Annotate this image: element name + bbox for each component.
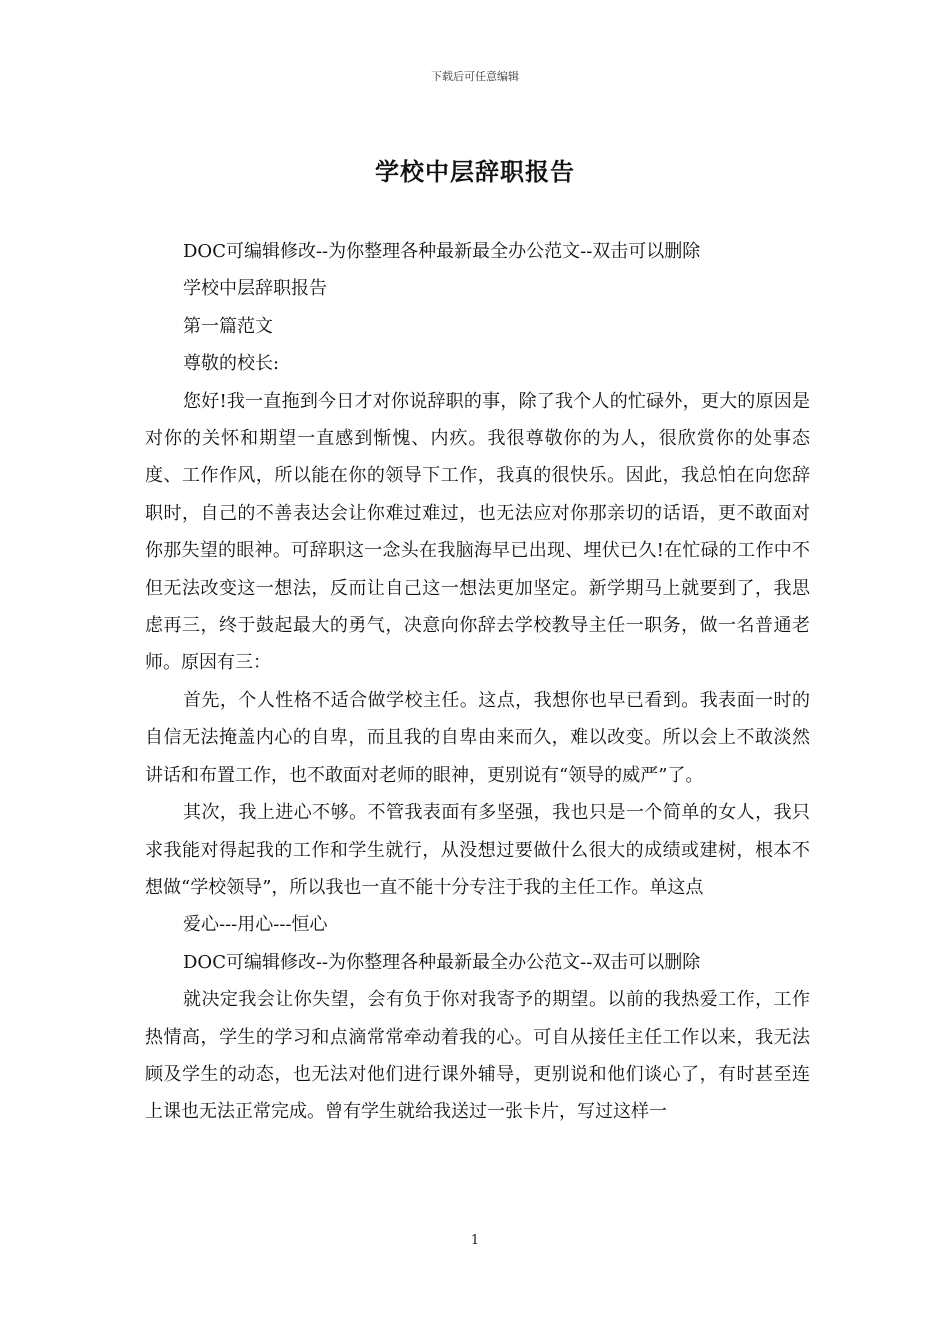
paragraph-subtitle: 学校中层辞职报告 [183, 278, 327, 300]
page-header: 下载后可任意编辑 [431, 70, 519, 83]
paragraph-salutation: 尊敬的校长: [183, 353, 280, 375]
document-title: 学校中层辞职报告 [375, 157, 575, 186]
document-body [145, 233, 810, 1131]
page-number: 1 [470, 1233, 480, 1248]
paragraph-intro: 您好!我一直拖到今日才对你说辞职的事，除了我个人的忙碌外，更大的原因是对你的关怀和期望一直感到惭愧、内疚。我很尊敬你的为人，很欣赏你的处事态度、工作作风，所以能在你的领导下工作，我真的很快乐。因此，我总怕在向您辞职时，自己的不善表达会让你难过难过，也无法应对你那亲切的话语，更不敢面对你那失望的眼神。可辞职这一念头在我脑海早已出现、埋伏已久!在忙碌的工作中不但无法改变这一想法，反而让自己这一想法更加坚定。新学期马上就要到了，我思虑再三，终于鼓起最大的勇气，决意向你辞去学校教导主任一职务，做一名普通老师。原因有三： [145, 390, 810, 674]
paragraph-motto: 爱心---用心---恒心 [183, 914, 328, 936]
paragraph-reason-one: 首先，个人性格不适合做学校主任。这点，我想你也早已看到。我表面一时的自信无法掩盖内心的自卑，而且我的自卑由来而久，难以改变。所以会上不敢淡然讲话和布置工作，也不敢面对老师的眼神，更别说有“领导的威严”了。 [145, 689, 810, 786]
paragraph-section-label: 第一篇范文 [183, 315, 273, 337]
paragraph-doc-notice: DOC可编辑修改--为你整理各种最新最全办公范文--双击可以删除 [183, 241, 701, 262]
paragraph-reason-two: 其次，我上进心不够。不管我表面有多坚强，我也只是一个简单的女人，我只求我能对得起我的工作和学生就行，从没想过要做什么很大的成绩或建树，根本不想做“学校领导”，所以我也一直不能十分专注于我的主任工作。单这点 [145, 802, 810, 898]
paragraph-continuation: 就决定我会让你失望，会有负于你对我寄予的期望。以前的我热爱工作，工作热情高，学生的学习和点滴常常牵动着我的心。可自从接任主任工作以来，我无法顾及学生的动态，也无法对他们进行课外辅导，更别说和他们谈心了，有时甚至连上课也无法正常完成。曾有学生就给我送过一张卡片，写过这样一 [145, 989, 810, 1123]
paragraph-doc-notice-repeat: DOC可编辑修改--为你整理各种最新最全办公范文--双击可以删除 [183, 951, 701, 973]
